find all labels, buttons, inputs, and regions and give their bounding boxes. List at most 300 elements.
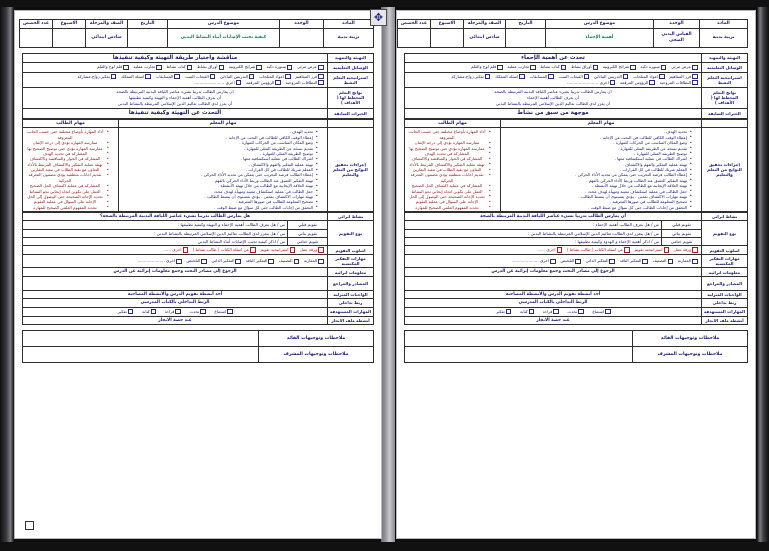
checkbox-icon[interactable] <box>187 65 192 70</box>
list-item: • تحديد الإجابة الصحيحة حتى الوصول إلى الحل <box>26 194 109 199</box>
option-item[interactable] <box>511 258 557 264</box>
checkbox-icon[interactable] <box>659 74 664 79</box>
value-date[interactable] <box>128 28 168 47</box>
value-week[interactable] <box>53 28 86 47</box>
checkbox-icon[interactable] <box>318 74 323 79</box>
list-item: • جعل الطالب في عملية استكشاف معينة ومهيأة لهدف محدد . <box>504 189 692 194</box>
checkbox-icon[interactable] <box>519 74 524 79</box>
list-item: • أداء المهارة بأوضاع مختلفة حتى حسب الجانب المعروفة <box>26 129 109 140</box>
list-item: • تحديد الهدف . <box>122 129 318 134</box>
option-item[interactable] <box>592 309 612 315</box>
assessment-question-2[interactable]: س / هل يتعزز لدى الطالب تعاليم الدين الإسلامي المرتبطة بالنشاط البدني : <box>405 229 662 237</box>
option-label: سبورة ذكية <box>266 64 286 70</box>
option-item[interactable] <box>97 64 130 70</box>
option-label: عرض مرئي <box>671 64 692 70</box>
strategy-options-row2[interactable] <box>25 80 325 86</box>
value-unit[interactable]: القياس البدني الصحي <box>654 28 700 47</box>
label-outcomes: نواتج التعلم المخطط لها ( الأهداف ) <box>702 87 748 108</box>
option-item[interactable] <box>267 64 294 70</box>
checkbox-icon[interactable] <box>593 65 598 70</box>
strategy-options-row2[interactable] <box>407 80 699 86</box>
option-label: القبعات الست <box>558 73 583 79</box>
option-item[interactable] <box>537 247 563 253</box>
value-enrichment-info[interactable]: الرجوع إلى مصادر البحث وجمع معلومات إثرائية عن الدرس <box>405 268 702 276</box>
media-options-list[interactable] <box>407 64 699 70</box>
option-item[interactable] <box>543 309 560 315</box>
checkbox-icon[interactable] <box>610 80 615 85</box>
option-label: المسابقات <box>155 73 174 79</box>
value-enrichment-activity[interactable]: هل يمارس الطالب تدريبا بشيء عناصر اللياقة البدنية المرتبطة بالصحة؟ <box>23 213 328 221</box>
option-label: فرز المفاهيم <box>669 73 692 79</box>
checkbox-icon[interactable] <box>692 74 697 79</box>
checkbox-icon[interactable] <box>318 247 323 252</box>
checkbox-icon[interactable] <box>630 65 635 70</box>
signatures-table <box>404 330 748 363</box>
right-page-edge <box>757 7 769 542</box>
checkbox-icon[interactable] <box>200 309 205 314</box>
value-supervisor-notes[interactable] <box>23 347 259 363</box>
list-item: أن يعزز لدى الطالب تعاليم الدين الإسلامي المرتبطة بالنشاط البدني <box>117 100 233 106</box>
option-item[interactable] <box>186 258 208 264</box>
value-lesson-topic[interactable]: أهمية الإحماء <box>546 28 654 47</box>
label-media: الوسائل التعليمية <box>702 63 748 72</box>
option-item[interactable] <box>471 64 504 70</box>
option-item[interactable] <box>620 80 656 86</box>
list-item: • تهيئة عملية التفكير والاكتشاف المرتبط بالأداء <box>26 162 109 167</box>
label-cross-link: ربط تداخلي <box>702 299 748 307</box>
list-item: • المشاركة في الحوار والمناقشة والاكتشاف <box>408 156 491 161</box>
assessment-method-options[interactable] <box>407 247 699 253</box>
value-enrichment-activity[interactable]: أن يمارس الطالب تدريبا بشيء عناصر اللياقة البدنية المرتبطة بالصحة <box>405 213 702 221</box>
label-cross-link: ربط تداخلي <box>328 299 374 307</box>
label-outcomes: نواتج التعلم المخطط لها ( الأهداف ) <box>328 87 374 108</box>
row-cross-link <box>23 299 374 307</box>
option-item[interactable] <box>214 309 234 315</box>
col-grade: الصف والمرحلة <box>464 20 506 29</box>
row-prior <box>405 108 748 118</box>
header-row <box>20 20 374 29</box>
label-strategy: استراتيجية التعلم النشط <box>328 72 374 87</box>
option-label: سبورة ذكية <box>640 64 660 70</box>
value-prior-banner[interactable]: موجهة من سبق من نشاط <box>405 108 702 118</box>
checkbox-icon[interactable] <box>210 74 215 79</box>
checkbox-icon[interactable] <box>530 65 535 70</box>
checkbox-icon[interactable] <box>156 65 161 70</box>
checkbox-icon[interactable] <box>250 247 255 252</box>
assessment-question-2[interactable]: س / هل يتعزز لدى الطالب تعاليم الدين الإسلامي المرتبطة بالنشاط البدني : <box>23 229 288 237</box>
option-label: اخرى ..................... <box>137 258 176 264</box>
option-item[interactable] <box>155 74 181 80</box>
option-label: اخرى ...... <box>537 247 556 253</box>
value-cross-link[interactable]: الربط التداخلي بالكتاب المدرسي <box>405 299 702 307</box>
page-corner-checkbox[interactable] <box>25 521 34 530</box>
checkbox-icon[interactable] <box>623 74 628 79</box>
value-cross-link[interactable]: الربط التداخلي بالكتاب المدرسي <box>23 299 328 307</box>
value-sources[interactable] <box>23 276 328 290</box>
list-item: • العمل على تكوين اتجاه إيجابي نحو النشاط <box>408 189 491 194</box>
checkbox-icon[interactable] <box>290 247 295 252</box>
option-item[interactable] <box>166 64 193 70</box>
value-lesson-topic[interactable]: كيفية تجنب الإصابات أثناء النشاط البدني <box>168 28 280 47</box>
col-week: الاسبوع <box>431 20 464 29</box>
label-intro: التهيئة والتمهيد <box>328 53 374 63</box>
lesson-plan-page-right <box>396 10 756 539</box>
list-item: • إعطاء الوقت الكافي للطالب في البحث عن الإجابة . <box>504 135 692 140</box>
label-assessment-method: اسلوب التقويم <box>702 246 748 255</box>
option-label: أوراق نشاط <box>196 64 218 70</box>
option-item[interactable] <box>121 74 152 80</box>
option-item[interactable] <box>304 258 325 264</box>
option-label: كتاب نشاط <box>166 64 186 70</box>
checkbox-icon[interactable] <box>624 247 629 252</box>
checkbox-icon[interactable] <box>485 74 490 79</box>
option-label: الرؤوس المرقمة <box>245 79 275 85</box>
option-item[interactable] <box>279 258 301 264</box>
value-unit[interactable] <box>280 28 324 47</box>
option-item[interactable] <box>674 247 699 253</box>
checkbox-icon[interactable] <box>151 309 156 314</box>
label-homework: الواجبات المنزلية <box>702 290 748 298</box>
option-item[interactable] <box>260 247 296 253</box>
option-item[interactable] <box>567 80 617 86</box>
value-intro-banner[interactable]: تحدث عن أهمية الإحماء <box>405 53 702 63</box>
value-week[interactable] <box>431 28 464 47</box>
option-item[interactable] <box>189 309 207 315</box>
option-item[interactable] <box>133 64 163 70</box>
checkbox-icon[interactable] <box>649 80 654 85</box>
option-item[interactable] <box>660 80 699 86</box>
option-item[interactable] <box>229 64 264 70</box>
option-item[interactable] <box>567 247 631 253</box>
list-item: • التعاون مع بقية الطلاب في تنفيذ التمارين <box>26 167 109 172</box>
label-target-skills: المهارات المستهدفة <box>702 307 748 316</box>
list-item: • تهيئة العلاقة الإيجابية مع الطالب من خلال تهيئة الأنشطة . <box>504 183 692 188</box>
checkbox-icon[interactable] <box>578 309 583 314</box>
value-subject[interactable]: تربية بدنية <box>324 28 374 47</box>
procedures-corner <box>702 119 748 128</box>
label-target-skills: المهارات المستهدفة <box>328 307 374 316</box>
checkbox-icon[interactable] <box>318 259 323 264</box>
checkbox-icon[interactable] <box>287 65 292 70</box>
option-label: التفكير الذاتي <box>585 258 609 264</box>
list-item: • إعطاء الطالب فرصة التجريب حتى يتمكن من تحديد الأداء الحركي . <box>122 172 318 177</box>
label-portfolio: أنشطة ملف الانجاز <box>702 316 748 324</box>
label-assessment-method: اسلوب التقويم <box>328 246 374 255</box>
option-item[interactable] <box>142 309 158 315</box>
assessment-type-final: تقويم ختامي <box>662 237 702 245</box>
checkbox-icon[interactable] <box>561 65 566 70</box>
option-item[interactable] <box>137 258 183 264</box>
row-enrichment-activity <box>23 213 374 221</box>
value-supervisor-notes[interactable] <box>405 347 633 363</box>
label-sources: المصادر والمراجع <box>328 276 374 290</box>
checkbox-icon[interactable] <box>548 74 553 79</box>
option-label: التفكير الناقد <box>245 258 268 264</box>
row-sources <box>405 276 748 290</box>
checkbox-icon[interactable] <box>123 65 128 70</box>
checkbox-icon[interactable] <box>174 74 179 79</box>
assessment-question-1[interactable]: س / هل يعرف الطالب أهمية الإحماء و التهيئة وكيفية تطبيقها : <box>23 221 288 229</box>
assessment-type-pre: تقويم قبلي <box>662 221 702 229</box>
option-label: شرائح الكترونية <box>602 64 630 70</box>
list-item: ان يمارس الطالب تدريبا بشيء عناصر اللياقة البدنية المرتبطة بالصحة <box>116 88 234 94</box>
option-label: اخرى ..................... <box>511 258 550 264</box>
checkbox-icon[interactable] <box>575 259 580 264</box>
option-item[interactable] <box>571 64 599 70</box>
label-enrichment-activity: نشاط اثرائي <box>702 213 748 221</box>
option-item[interactable] <box>540 64 567 70</box>
list-item: • المعلم شريك للطالب في كل القرارات . <box>122 167 318 172</box>
option-label: اخرى ...... <box>163 247 182 253</box>
value-enrichment-info[interactable]: الرجوع إلى مصادر البحث وجمع معلومات إثرائية عن الدرس <box>23 268 328 276</box>
assessment-question-3[interactable]: س / اذكر أهمية الإحماء و الهدوء وكيفية تطبيقها : <box>405 237 662 245</box>
option-item[interactable] <box>77 74 117 80</box>
value-grade[interactable]: سادس ابتدائي <box>86 28 128 47</box>
checkbox-icon[interactable] <box>550 259 555 264</box>
checkbox-icon[interactable] <box>183 247 188 252</box>
option-label: قلم لوح والقلم <box>97 64 123 70</box>
list-item: أن يعرف الطالب أهمية الإحماء و التهيئة وكيفية تطبيقها <box>128 94 222 100</box>
row-enrichment-info <box>23 268 374 276</box>
value-homework[interactable]: أحد أنشطة تقويم الدرس والأنشطة المصاحبة <box>405 290 702 298</box>
value-intro-banner[interactable]: مناقشة واختيار طريقة التهيئة وكيفية تنفيذها <box>23 53 328 63</box>
assessment-method-options[interactable] <box>25 247 325 253</box>
option-item[interactable] <box>193 80 243 86</box>
assessment-table-left <box>22 212 374 325</box>
col-periods: عدد الحصص <box>20 20 53 29</box>
list-item: ان يمارس الطالب تدريبا بشيء عناصر اللياقة البدنية المرتبطة بالصحة <box>494 88 612 94</box>
checkbox-icon[interactable] <box>506 309 511 314</box>
checkbox-icon[interactable] <box>175 309 180 314</box>
checkbox-icon[interactable] <box>529 309 534 314</box>
label-prior: الخبرات السابقة <box>328 108 374 118</box>
col-date: التاريخ <box>506 20 546 29</box>
row-outcomes <box>405 87 748 108</box>
value-subject[interactable]: تربية بدنية <box>700 28 748 47</box>
checkbox-icon[interactable] <box>111 74 116 79</box>
checkbox-icon[interactable] <box>145 74 150 79</box>
outcomes-list[interactable] <box>407 89 699 107</box>
move-handle-icon[interactable]: ✥ <box>370 9 387 26</box>
checkbox-icon[interactable] <box>285 74 290 79</box>
value-sources[interactable] <box>405 276 702 290</box>
value-leader-notes[interactable] <box>405 331 633 347</box>
value-leader-notes[interactable] <box>23 331 259 347</box>
option-item[interactable] <box>603 64 638 70</box>
label-supervisor-notes: ملاحظات وتوجيهات المشرف <box>633 347 748 363</box>
checkbox-icon[interactable] <box>235 259 240 264</box>
option-item[interactable] <box>300 247 325 253</box>
checkbox-icon[interactable] <box>236 80 241 85</box>
list-item: • التحقق من إجابات الطالب حتى كل سؤال مع ضبط الوقت . <box>504 205 692 210</box>
list-item: • تحديد الهدف . <box>504 129 692 134</box>
row-homework <box>23 290 374 298</box>
checkbox-icon[interactable] <box>249 74 254 79</box>
value-prior-banner[interactable]: التحدث عن التهيئة وكيفية تنفيذها <box>23 108 328 118</box>
checkbox-icon[interactable] <box>664 247 669 252</box>
value-periods[interactable] <box>398 28 431 47</box>
option-label: اخرى ........................ <box>567 79 609 85</box>
procedures-corner <box>328 119 374 128</box>
value-portfolio[interactable]: عند حصة الانجاز <box>405 316 702 324</box>
target-skills-options[interactable] <box>407 309 699 315</box>
row-media <box>23 63 374 72</box>
value-homework[interactable]: أحد أنشطة تقويم الدرس والأنشطة المصاحبة <box>23 290 328 298</box>
checkbox-icon[interactable] <box>128 309 133 314</box>
option-item[interactable] <box>586 258 617 264</box>
option-item[interactable] <box>634 247 670 253</box>
option-label: التلخيص <box>186 258 201 264</box>
list-item: • اشراك الطالب في عملية استكشافية معها . <box>122 156 318 161</box>
tasks-header-row <box>23 119 374 128</box>
list-item: • تحديد المفهوم العلمي الصحيح للمهارة <box>26 205 109 210</box>
target-skills-options[interactable] <box>25 309 325 315</box>
value-date[interactable] <box>506 28 546 47</box>
checkbox-icon[interactable] <box>692 65 697 70</box>
option-item[interactable] <box>197 64 225 70</box>
option-item[interactable] <box>118 309 135 315</box>
value-portfolio[interactable]: عند حصة الانجاز <box>23 316 328 324</box>
list-item: • التعاون مع بقية الطلاب في تنفيذ التمارين <box>408 167 491 172</box>
list-item: • توضيح الطريقة المثلى للمهارة . <box>504 151 692 156</box>
option-item[interactable] <box>246 80 282 86</box>
checkbox-icon[interactable] <box>553 309 558 314</box>
row-homework <box>405 290 748 298</box>
option-item[interactable] <box>163 247 189 253</box>
assessment-type-final: تقويم ختامي <box>288 237 328 245</box>
option-label: عن اسئلة الكتاب ( طالب.نشاط ) <box>566 247 624 253</box>
checkbox-icon[interactable] <box>294 259 299 264</box>
option-item[interactable] <box>165 309 182 315</box>
checkbox-icon[interactable] <box>605 309 610 314</box>
option-item[interactable] <box>520 309 536 315</box>
option-item[interactable] <box>641 64 668 70</box>
option-item[interactable] <box>560 258 582 264</box>
option-label: البطاقات المروحية <box>285 79 318 85</box>
option-label: اعواد المثلجات <box>259 73 285 79</box>
list-item: • اشراك الطالب في عملية استكشافية معها . <box>504 156 692 161</box>
body-table-left <box>22 53 374 119</box>
option-label: تفكير.زواج.مشاركة <box>77 73 110 79</box>
list-item: • تقديم اجابات منطقية يؤدي مضمون المعرفة الحركية <box>26 172 109 183</box>
option-item[interactable] <box>286 80 325 86</box>
option-label: كتابة <box>141 308 150 314</box>
option-label: كتاب نشاط <box>540 64 560 70</box>
option-label: استراتيجية تقويم <box>260 247 289 253</box>
option-item[interactable] <box>193 247 257 253</box>
option-item[interactable] <box>567 309 585 315</box>
checkbox-icon[interactable] <box>268 259 273 264</box>
row-supervisor-notes <box>405 347 748 363</box>
row-intro <box>23 53 374 63</box>
list-item: أن يعرف الطالب أهمية الإحماء <box>527 94 579 100</box>
option-item[interactable] <box>212 258 243 264</box>
checkbox-icon[interactable] <box>219 65 224 70</box>
checkbox-icon[interactable] <box>318 65 323 70</box>
assessment-table <box>404 212 748 325</box>
list-item: • جعل الطالب في عملية استكشاف معينة ومهيأة لهدف محدد . <box>122 189 318 194</box>
row-outcomes <box>23 87 374 108</box>
option-item[interactable] <box>529 74 555 80</box>
list-item: • المشاركة في عملية اكتشاف الحل الصحيح <box>408 183 491 188</box>
option-item[interactable] <box>451 74 491 80</box>
list-item: • تهيئة مهارات الاكتشاف بمعنى . يؤدي بمستوى أن ينشط الطالب . <box>504 194 692 199</box>
checkbox-icon[interactable] <box>256 65 261 70</box>
option-item[interactable] <box>653 258 675 264</box>
row-thinking-skills <box>23 255 374 268</box>
list-item: • المشاركة في الحوار والمناقشة والاكتشاف <box>26 156 109 161</box>
header-table <box>397 19 748 48</box>
row-assessment-method <box>23 246 374 255</box>
col-grade: الصف والمرحلة <box>86 20 128 29</box>
outcomes-list[interactable] <box>25 89 325 107</box>
left-page-edge <box>0 7 14 542</box>
option-item[interactable] <box>495 74 526 80</box>
option-item[interactable] <box>297 64 325 70</box>
list-item: • وضع المكان المناسب من الحركات للمهارة . <box>122 140 318 145</box>
assessment-question-1[interactable]: س / هل يعرف الطالب أهمية الإحماء : <box>405 221 662 229</box>
row-assessment-formative <box>405 229 748 237</box>
col-lesson-topic: موضوع الدرس <box>546 20 654 29</box>
checkbox-icon[interactable] <box>661 65 666 70</box>
option-label: تحدث <box>189 308 200 314</box>
assessment-type-pre: تقويم قبلي <box>288 221 328 229</box>
option-item[interactable] <box>671 64 699 70</box>
checkbox-icon[interactable] <box>557 247 562 252</box>
checkbox-icon[interactable] <box>497 65 502 70</box>
col-unit: الوحدة <box>654 20 700 29</box>
option-item[interactable] <box>620 258 650 264</box>
media-options-list[interactable] <box>25 64 325 70</box>
checkbox-icon[interactable] <box>227 309 232 314</box>
checkbox-icon[interactable] <box>201 259 206 264</box>
checkbox-icon[interactable] <box>642 259 647 264</box>
option-item[interactable] <box>507 64 537 70</box>
row-leader-notes <box>23 331 374 347</box>
label-supervisor-notes: ملاحظات وتوجيهات المشرف <box>259 347 374 363</box>
thinking-skills-options[interactable] <box>25 258 325 264</box>
checkbox-icon[interactable] <box>668 259 673 264</box>
option-label: القبعات الست <box>184 73 209 79</box>
list-item: • ممارسة المهارة تؤدي إلى درجة الإتقان <box>408 140 491 145</box>
assessment-type-formative: تقويم بنائي <box>662 229 702 237</box>
header-values-row <box>20 28 374 47</box>
checkbox-icon[interactable] <box>692 247 697 252</box>
row-sources <box>23 276 374 290</box>
value-grade[interactable]: سادس ابتدائي <box>464 28 506 47</box>
option-item[interactable] <box>496 309 513 315</box>
row-enrichment-info <box>405 268 748 276</box>
option-label: ورقة عمل <box>299 247 318 253</box>
assessment-question-3[interactable]: س / اذكر كيفية تجنب الإصابات أثناء النشاط البدني <box>23 237 288 245</box>
checkbox-icon[interactable] <box>584 74 589 79</box>
checkbox-icon[interactable] <box>275 80 280 85</box>
value-periods[interactable] <box>20 28 53 47</box>
checkbox-icon[interactable] <box>692 259 697 264</box>
checkbox-icon[interactable] <box>692 80 697 85</box>
option-item[interactable] <box>246 258 276 264</box>
option-item[interactable] <box>678 258 699 264</box>
checkbox-icon[interactable] <box>609 259 614 264</box>
label-procedures: إجراءات تحقيق النواتج من التعلم والتعليم <box>328 128 374 212</box>
option-label: قراءة <box>542 308 553 314</box>
thinking-skills-options[interactable] <box>407 258 699 264</box>
list-item: • تحديد المفهوم العلمي الصحيح للمهارة <box>408 205 491 210</box>
list-item: • العمل على تكوين اتجاه إيجابي نحو النشاط <box>26 189 109 194</box>
checkbox-icon[interactable] <box>176 259 181 264</box>
checkbox-icon[interactable] <box>318 80 323 85</box>
option-label: التدريس التبادلي <box>593 73 622 79</box>
